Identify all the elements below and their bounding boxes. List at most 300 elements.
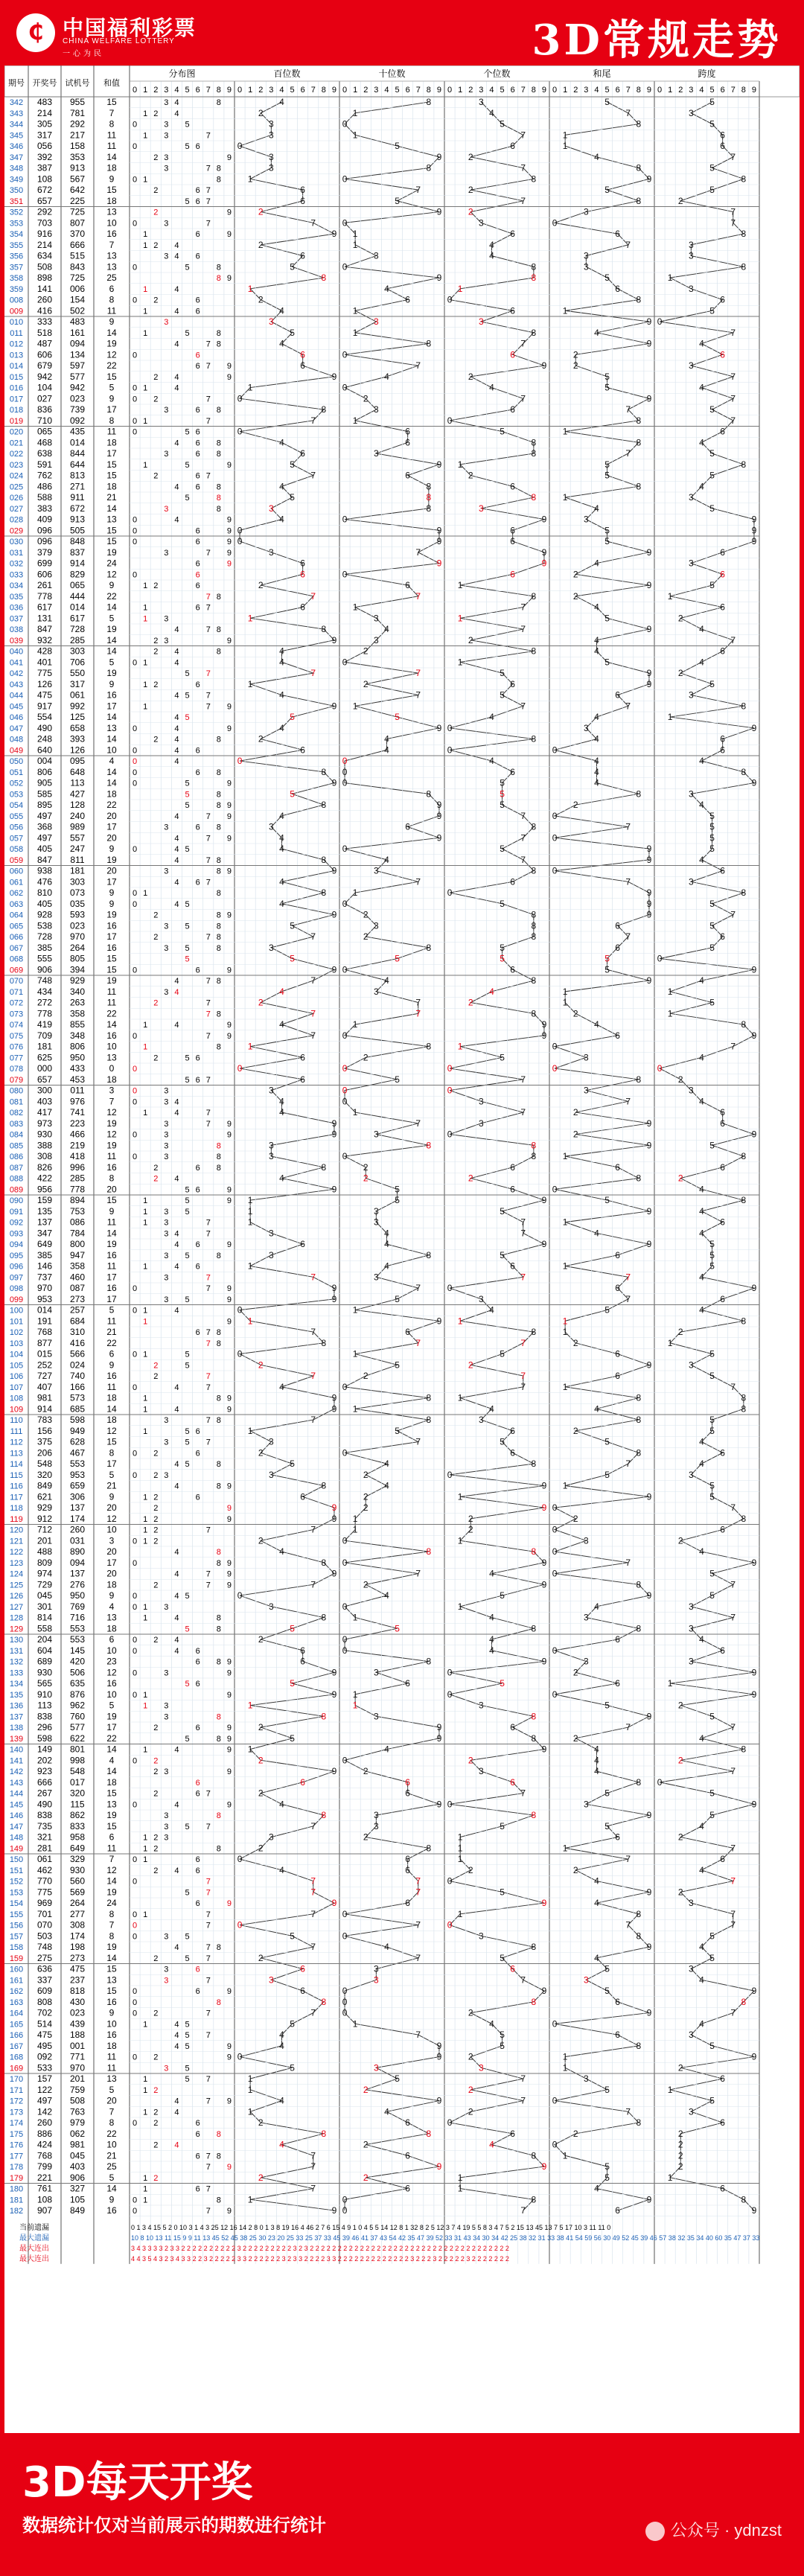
trend-digit: 6 [720, 1161, 725, 1173]
trend-digit: 5 [290, 327, 295, 338]
trend-digit: 8 [426, 1249, 432, 1260]
distribution-digit: 7 [205, 131, 211, 141]
issue-cell: 149 [9, 1844, 24, 1854]
trend-digit: 4 [489, 250, 494, 261]
trend-digit: 0 [237, 1854, 243, 1865]
trend-digit: 5 [500, 1820, 505, 1831]
open-number-cell: 877 [36, 1337, 53, 1348]
distribution-digit: 4 [174, 1262, 179, 1272]
trend-digit: 1 [667, 2172, 673, 2183]
trend-digit: 0 [447, 2117, 453, 2129]
issue-cell: 148 [9, 1833, 24, 1843]
open-number-cell: 056 [36, 141, 53, 152]
trial-number-cell: 394 [69, 964, 86, 975]
distribution-digit: 4 [174, 339, 179, 349]
header-digit-label: 9 [541, 86, 547, 95]
trend-digit: 1 [562, 2150, 568, 2161]
trend-digit: 7 [415, 997, 421, 1008]
trend-digit: 5 [709, 1140, 715, 1151]
issue-cell: 085 [9, 1141, 24, 1151]
trend-digit: 6 [510, 1425, 515, 1436]
trend-digit: 4 [489, 1634, 494, 1645]
distribution-digit: 1 [143, 2020, 148, 2030]
trend-digit: 7 [415, 1952, 421, 1963]
issue-cell: 037 [9, 614, 24, 624]
trial-number-cell: 276 [69, 1579, 86, 1590]
distribution-digit: 5 [185, 1954, 190, 1963]
open-number-cell: 159 [36, 1195, 53, 1206]
trend-digit: 2 [468, 1524, 473, 1535]
trend-digit: 6 [510, 964, 515, 975]
logo-emblem-icon: ₵ [16, 13, 55, 52]
distribution-digit: 3 [164, 548, 169, 558]
trend-digit: 2 [363, 1766, 368, 1777]
open-number-cell: 810 [36, 887, 53, 899]
distribution-digit: 2 [153, 1514, 159, 1524]
sum-cell: 14 [106, 1228, 117, 1239]
issue-cell: 022 [9, 450, 24, 459]
trial-number-cell: 818 [69, 1986, 86, 1997]
trend-digit: 7 [310, 2161, 316, 2172]
trend-digit: 3 [479, 1118, 484, 1129]
trend-digit: 6 [720, 733, 725, 745]
open-number-cell: 709 [36, 1030, 53, 1041]
open-number-cell: 122 [36, 2084, 53, 2095]
sum-cell: 25 [106, 2161, 117, 2172]
trend-digit: 7 [415, 1283, 421, 1294]
open-number-cell: 588 [36, 492, 53, 503]
trend-digit: 4 [384, 854, 389, 865]
open-number-cell: 267 [36, 1788, 53, 1799]
trend-digit: 8 [741, 1392, 747, 1403]
open-number-cell: 428 [36, 645, 53, 657]
trend-digit: 0 [552, 1502, 558, 1514]
header-digit-label: 5 [500, 86, 505, 95]
issue-cell: 067 [9, 943, 24, 953]
trend-digit: 2 [363, 1161, 368, 1173]
trend-digit: 6 [720, 1854, 725, 1865]
trend-digit: 4 [594, 151, 599, 162]
open-number-cell: 462 [36, 1864, 53, 1875]
open-number-cell: 778 [36, 1008, 53, 1019]
trend-digit: 8 [426, 1546, 432, 1558]
trend-digit: 4 [384, 624, 389, 635]
trend-digit: 2 [468, 634, 473, 645]
trend-digit: 2 [258, 107, 264, 118]
issue-cell: 097 [9, 1273, 24, 1283]
distribution-digit: 0 [132, 383, 138, 393]
trend-digit: 1 [457, 1316, 463, 1327]
trend-digit: 9 [751, 2051, 757, 2062]
issue-cell: 018 [9, 406, 24, 415]
distribution-digit: 2 [153, 1361, 159, 1371]
distribution-digit: 5 [185, 1680, 190, 1689]
distribution-digit: 3 [164, 1976, 169, 1986]
trend-digit: 5 [709, 898, 715, 909]
trend-digit: 1 [352, 1689, 358, 1700]
trend-digit: 1 [457, 1601, 463, 1612]
trend-digit: 8 [426, 2128, 432, 2139]
distribution-digit: 5 [185, 801, 190, 811]
issue-cell: 050 [9, 757, 24, 767]
trend-digit: 4 [594, 1601, 599, 1612]
distribution-digit: 7 [205, 812, 211, 821]
issue-cell: 098 [9, 1284, 24, 1294]
trial-number-cell: 439 [69, 2018, 86, 2030]
issue-cell: 347 [9, 153, 24, 162]
distribution-digit: 7 [205, 1569, 211, 1579]
trial-number-cell: 011 [70, 1085, 85, 1096]
trend-digit: 6 [300, 448, 305, 459]
open-number-cell: 916 [36, 229, 53, 240]
trend-digit: 5 [709, 821, 715, 832]
distribution-digit: 5 [185, 691, 190, 701]
trial-number-cell: 353 [69, 151, 86, 162]
trend-digit: 7 [415, 668, 421, 679]
trend-digit: 4 [279, 2095, 284, 2106]
trend-digit: 5 [604, 613, 610, 624]
trend-digit: 5 [395, 1293, 400, 1304]
distribution-digit: 7 [205, 625, 211, 635]
trend-digit: 1 [562, 130, 568, 141]
trend-digit: 9 [331, 634, 337, 645]
trend-digit: 5 [604, 1304, 610, 1316]
distribution-digit: 7 [205, 1525, 211, 1535]
distribution-digit: 5 [185, 2064, 190, 2073]
trend-digit: 4 [699, 1272, 704, 1283]
distribution-digit: 8 [216, 482, 221, 492]
issue-cell: 038 [9, 625, 24, 635]
open-number-cell: 214 [36, 107, 53, 118]
distribution-digit: 0 [132, 1097, 138, 1107]
distribution-digit: 0 [132, 1636, 138, 1645]
trend-digit: 7 [520, 1337, 526, 1348]
trend-digit: 0 [342, 1447, 348, 1458]
open-number-cell: 385 [36, 1249, 53, 1260]
distribution-digit: 9 [226, 801, 232, 811]
sum-cell: 5 [109, 2084, 115, 2095]
trial-number-cell: 092 [69, 415, 86, 426]
sum-cell: 18 [106, 2040, 117, 2051]
distribution-digit: 1 [143, 1613, 148, 1623]
distribution-digit: 6 [195, 1987, 200, 1997]
trend-digit: 4 [489, 107, 494, 118]
distribution-digit: 8 [216, 504, 221, 514]
distribution-digit: 7 [205, 1372, 211, 1382]
distribution-digit: 8 [216, 1844, 221, 1854]
trend-digit: 4 [594, 645, 599, 657]
sum-cell: 7 [109, 2106, 115, 2117]
trend-digit: 3 [269, 1140, 274, 1151]
distribution-digit: 0 [132, 538, 138, 547]
open-number-cell: 748 [36, 1942, 53, 1953]
trend-digit: 8 [636, 1074, 642, 1085]
trend-digit: 5 [709, 185, 715, 196]
trend-digit: 5 [604, 382, 610, 393]
sum-cell: 9 [109, 2194, 115, 2205]
open-number-cell: 895 [36, 800, 53, 811]
issue-cell: 066 [9, 933, 24, 943]
header-open: 开奖号 [32, 79, 57, 88]
sum-cell: 16 [106, 229, 117, 240]
trend-digit: 3 [269, 1085, 274, 1096]
distribution-digit: 0 [132, 142, 138, 152]
trend-digit: 0 [552, 1041, 558, 1052]
trend-digit: 6 [720, 602, 725, 613]
trend-digit: 6 [405, 470, 410, 481]
trend-digit: 5 [395, 953, 400, 964]
trend-digit: 2 [572, 1667, 578, 1678]
trend-digit: 9 [646, 854, 652, 865]
trend-digit: 5 [500, 1436, 505, 1447]
distribution-digit: 9 [226, 559, 232, 569]
open-number-cell: 497 [36, 2095, 53, 2106]
trend-digit: 1 [457, 613, 463, 624]
trend-digit: 5 [395, 1184, 400, 1195]
distribution-digit: 8 [216, 933, 221, 943]
trend-digit: 1 [457, 580, 463, 591]
trend-digit: 3 [584, 1535, 589, 1546]
trend-digit: 5 [290, 2018, 295, 2030]
trend-digit: 7 [310, 415, 316, 426]
header-digit-label: 5 [709, 86, 715, 95]
distribution-digit: 0 [132, 1130, 138, 1140]
trial-number-cell: 264 [69, 942, 86, 953]
trend-digit: 5 [709, 404, 715, 415]
sum-cell: 11 [106, 1316, 117, 1327]
distribution-digit: 3 [164, 636, 169, 645]
trend-digit: 8 [531, 1996, 537, 2007]
trend-digit: 2 [363, 2084, 368, 2095]
wechat-icon [645, 2522, 665, 2541]
distribution-digit: 9 [226, 1767, 232, 1777]
trend-digit: 3 [689, 689, 694, 701]
issue-cell: 080 [9, 1086, 24, 1096]
trend-digit: 6 [615, 920, 620, 931]
trend-digit: 7 [520, 393, 526, 404]
trend-digit: 9 [751, 514, 757, 525]
trend-digit: 5 [290, 1732, 295, 1744]
open-number-cell: 092 [36, 2051, 53, 2062]
header-banner [0, 0, 804, 66]
trend-digit: 5 [709, 1952, 715, 1963]
sum-cell: 13 [106, 722, 117, 733]
distribution-digit: 4 [174, 713, 179, 723]
distribution-digit: 7 [205, 2031, 211, 2041]
header-digit-label: 1 [353, 86, 358, 95]
trend-digit: 6 [720, 2117, 725, 2129]
distribution-digit: 7 [205, 1229, 211, 1239]
open-number-cell: 401 [36, 657, 53, 668]
trend-digit: 1 [352, 1513, 358, 1524]
issue-cell: 150 [9, 1855, 24, 1865]
header-digit-label: 1 [143, 86, 148, 95]
trend-digit: 0 [342, 382, 348, 393]
trend-digit: 9 [541, 360, 547, 372]
sum-cell: 19 [106, 909, 117, 920]
issue-cell: 164 [9, 2009, 24, 2018]
trend-digit: 0 [342, 1634, 348, 1645]
trial-number-cell: 310 [69, 1327, 86, 1338]
issue-cell: 039 [9, 636, 24, 645]
distribution-digit: 4 [174, 1745, 179, 1755]
trend-digit: 8 [741, 1019, 747, 1030]
distribution-digit: 0 [132, 1031, 138, 1041]
open-number-cell: 808 [36, 1996, 53, 2007]
distribution-digit: 9 [226, 1021, 232, 1030]
trial-number-cell: 433 [69, 1063, 86, 1074]
sum-cell: 8 [109, 1931, 115, 1942]
trend-digit: 0 [237, 525, 243, 536]
trial-number-cell: 553 [69, 1458, 86, 1470]
sum-cell: 9 [109, 898, 115, 909]
trial-number-cell: 622 [69, 1732, 86, 1744]
distribution-digit: 5 [185, 328, 190, 338]
trend-digit: 5 [604, 185, 610, 196]
sum-cell: 9 [109, 393, 115, 404]
distribution-digit: 3 [164, 252, 169, 261]
trend-digit: 2 [363, 2139, 368, 2150]
sum-cell: 12 [106, 1864, 117, 1875]
distribution-digit: 0 [132, 1602, 138, 1612]
issue-cell: 057 [9, 834, 24, 844]
sum-cell: 7 [109, 1854, 115, 1865]
sum-cell: 15 [106, 459, 117, 470]
issue-cell: 027 [9, 504, 24, 514]
sum-cell: 13 [106, 1799, 117, 1810]
distribution-digit: 5 [185, 1822, 190, 1831]
sum-cell: 21 [106, 2150, 117, 2161]
trend-digit: 9 [541, 1986, 547, 1997]
stat-values: 0 1 3 4 15 5 2 0 10 3 1 4 3 25 12 16 14 2 8 0 1 3 8 19 16 4 46 2 7 6 15 4 9 1 0 4 5 5 14 12 8 1 32 8 2 5 12 3 7 4 19 5 5 8 3 4 7 5 2 15 13 45 13 7 5 17 10 3 11 11 0 [131, 2223, 611, 2231]
trend-digit: 1 [352, 1700, 358, 1711]
trend-digit: 5 [395, 712, 400, 723]
distribution-digit: 4 [174, 2108, 179, 2117]
issue-cell: 013 [9, 351, 24, 360]
distribution-digit: 7 [205, 603, 211, 613]
distribution-digit: 6 [195, 1262, 200, 1272]
issue-cell: 159 [9, 1954, 24, 1963]
trial-number-cell: 161 [69, 327, 86, 338]
trend-digit: 8 [426, 942, 432, 953]
trend-digit: 3 [479, 1931, 484, 1942]
trend-digit: 3 [479, 316, 484, 328]
open-number-cell: 434 [36, 986, 53, 997]
trend-digit: 2 [468, 1755, 473, 1766]
trend-digit: 9 [751, 1129, 757, 1140]
issue-cell: 090 [9, 1196, 24, 1206]
trend-digit: 4 [279, 810, 284, 821]
trend-digit: 6 [300, 1776, 305, 1788]
distribution-digit: 0 [132, 1449, 138, 1458]
trend-digit: 9 [436, 2040, 442, 2051]
trial-number-cell: 006 [69, 283, 86, 294]
trend-digit: 3 [689, 492, 694, 503]
sum-cell: 16 [106, 2030, 117, 2041]
trend-digit: 5 [395, 1425, 400, 1436]
distribution-digit: 0 [132, 845, 138, 855]
trend-digit: 7 [730, 1722, 736, 1733]
header-digit-label: 1 [248, 86, 253, 95]
distribution-digit: 2 [153, 998, 159, 1008]
distribution-digit: 0 [132, 263, 138, 272]
open-number-cell: 969 [36, 1898, 53, 1909]
distribution-digit: 6 [195, 526, 200, 536]
trend-digit: 1 [247, 173, 253, 185]
issue-cell: 089 [9, 1185, 24, 1195]
distribution-digit: 1 [143, 1701, 148, 1711]
trial-number-cell: 094 [69, 1557, 86, 1568]
trend-digit: 6 [510, 1722, 515, 1733]
trend-digit: 0 [447, 1085, 453, 1096]
sum-cell: 15 [106, 525, 117, 536]
open-number-cell: 475 [36, 2030, 53, 2041]
distribution-digit: 2 [153, 1789, 159, 1799]
open-number-cell: 146 [36, 1260, 53, 1272]
trend-digit: 4 [699, 1436, 704, 1447]
trend-digit: 3 [374, 1810, 379, 1821]
trend-digit: 0 [447, 887, 453, 899]
distribution-digit: 8 [216, 1141, 221, 1151]
sum-cell: 5 [109, 1700, 115, 1711]
trial-number-cell: 237 [69, 1974, 86, 1986]
open-number-cell: 108 [36, 2194, 53, 2205]
distribution-digit: 7 [205, 1010, 211, 1019]
trend-digit: 1 [247, 283, 253, 294]
trend-digit: 9 [541, 1744, 547, 1755]
open-number-cell: 910 [36, 1689, 53, 1700]
sum-cell: 19 [106, 338, 117, 349]
header-digit-label: 8 [321, 86, 326, 95]
distribution-digit: 3 [164, 1767, 169, 1777]
distribution-digit: 7 [205, 339, 211, 349]
trend-digit: 4 [279, 722, 284, 733]
trend-digit: 0 [342, 2007, 348, 2018]
trial-number-cell: 240 [69, 810, 86, 821]
header-digit-label: 6 [405, 86, 410, 95]
trend-digit: 6 [720, 1447, 725, 1458]
trial-number-cell: 181 [69, 865, 86, 876]
distribution-digit: 3 [164, 1965, 169, 1974]
distribution-digit: 6 [195, 186, 200, 196]
trend-digit: 7 [520, 130, 526, 141]
distribution-digit: 4 [174, 1109, 179, 1118]
trend-digit: 3 [374, 986, 379, 997]
trend-digit: 7 [730, 1843, 736, 1854]
open-number-cell: 712 [36, 1524, 53, 1535]
open-number-cell: 942 [36, 371, 53, 382]
trend-digit: 9 [646, 1942, 652, 1953]
trend-digit: 7 [730, 2007, 736, 2018]
trend-digit: 0 [342, 1063, 348, 1074]
trend-digit: 6 [300, 1074, 305, 1085]
trend-digit: 6 [300, 1986, 305, 1997]
issue-cell: 021 [9, 439, 24, 448]
trend-digit: 0 [657, 316, 663, 328]
trend-digit: 5 [500, 953, 505, 964]
trend-digit: 5 [395, 1074, 400, 1085]
sum-cell: 19 [106, 1942, 117, 1953]
trend-digit: 5 [395, 2073, 400, 2085]
trend-digit: 6 [720, 745, 725, 756]
distribution-digit: 5 [185, 494, 190, 503]
open-number-cell: 905 [36, 777, 53, 788]
open-number-cell: 729 [36, 1579, 53, 1590]
open-number-cell: 202 [36, 1755, 53, 1766]
issue-cell: 012 [9, 339, 24, 349]
trend-digit: 6 [510, 305, 515, 316]
issue-cell: 100 [9, 1306, 24, 1316]
